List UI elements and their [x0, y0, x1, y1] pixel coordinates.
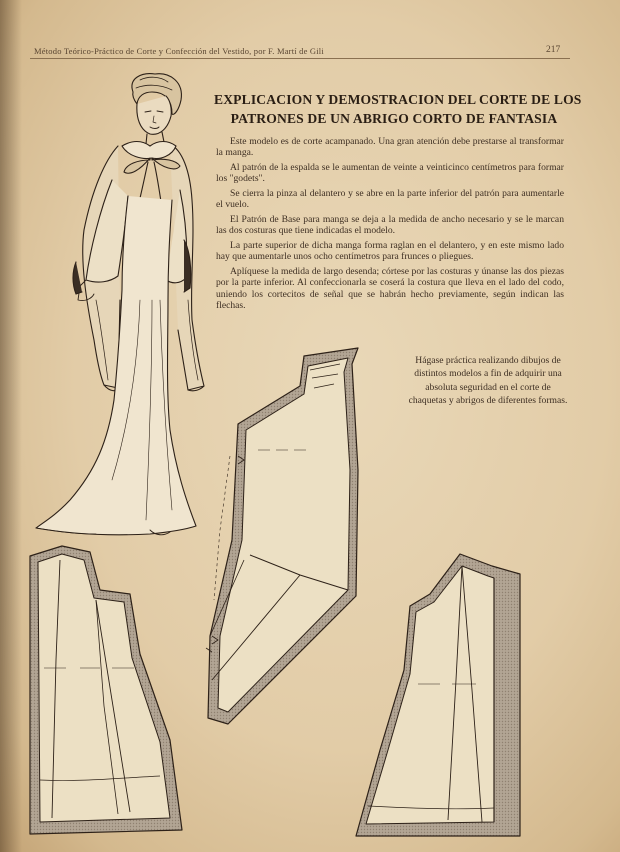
page-number: 217 [546, 45, 561, 55]
front-pattern-diagram [356, 554, 520, 836]
title-line-2: PATRONES DE UN ABRIGO CORTO DE FANTASIA [230, 111, 558, 126]
sleeve-pattern-diagram [206, 348, 358, 724]
fashion-model-illustration [36, 74, 204, 535]
running-head: Método Teórico-Práctico de Corte y Confección del Vestido, por F. Martí de Gili [34, 46, 324, 56]
paragraph: Se cierra la pinza al delantero y se abre en la parte inferior del patrón para aumentarle el vuelo. [216, 188, 564, 211]
paragraph: La parte superior de dicha manga forma raglan en el delantero, y en este mismo lado hay que aumentarle unos ocho centímetros para frunces o pliegues. [216, 240, 564, 263]
side-note: Hágase práctica realizando dibujos de distintos modelos a fin de adquirir una absoluta seguridad en el corte de chaquetas y abrigos de diferentes formas. [408, 355, 568, 407]
paragraph: Al patrón de la espalda se le aumentan de veinte a veinticinco centímetros para formar los "godets". [216, 162, 564, 185]
paragraph: Aplíquese la medida de largo desenda; córtese por las costuras y únanse las dos piezas por la parte inferior. Al confeccionarla se coserá la costura que lleva en el lado del codo, uniendo los cortecitos de señal que se habrán hecho previamente, según indican las flechas. [216, 266, 564, 312]
back-pattern-diagram [30, 546, 182, 834]
paragraph: El Patrón de Base para manga se deja a la medida de ancho necesario y se le marcan las dos costuras que tiene indicadas el modelo. [216, 214, 564, 237]
title-line-1: EXPLICACION Y DEMOSTRACION DEL CORTE DE LOS [214, 92, 582, 107]
paragraph: Este modelo es de corte acampanado. Una gran atención debe prestarse al transformar la manga. [216, 136, 564, 159]
